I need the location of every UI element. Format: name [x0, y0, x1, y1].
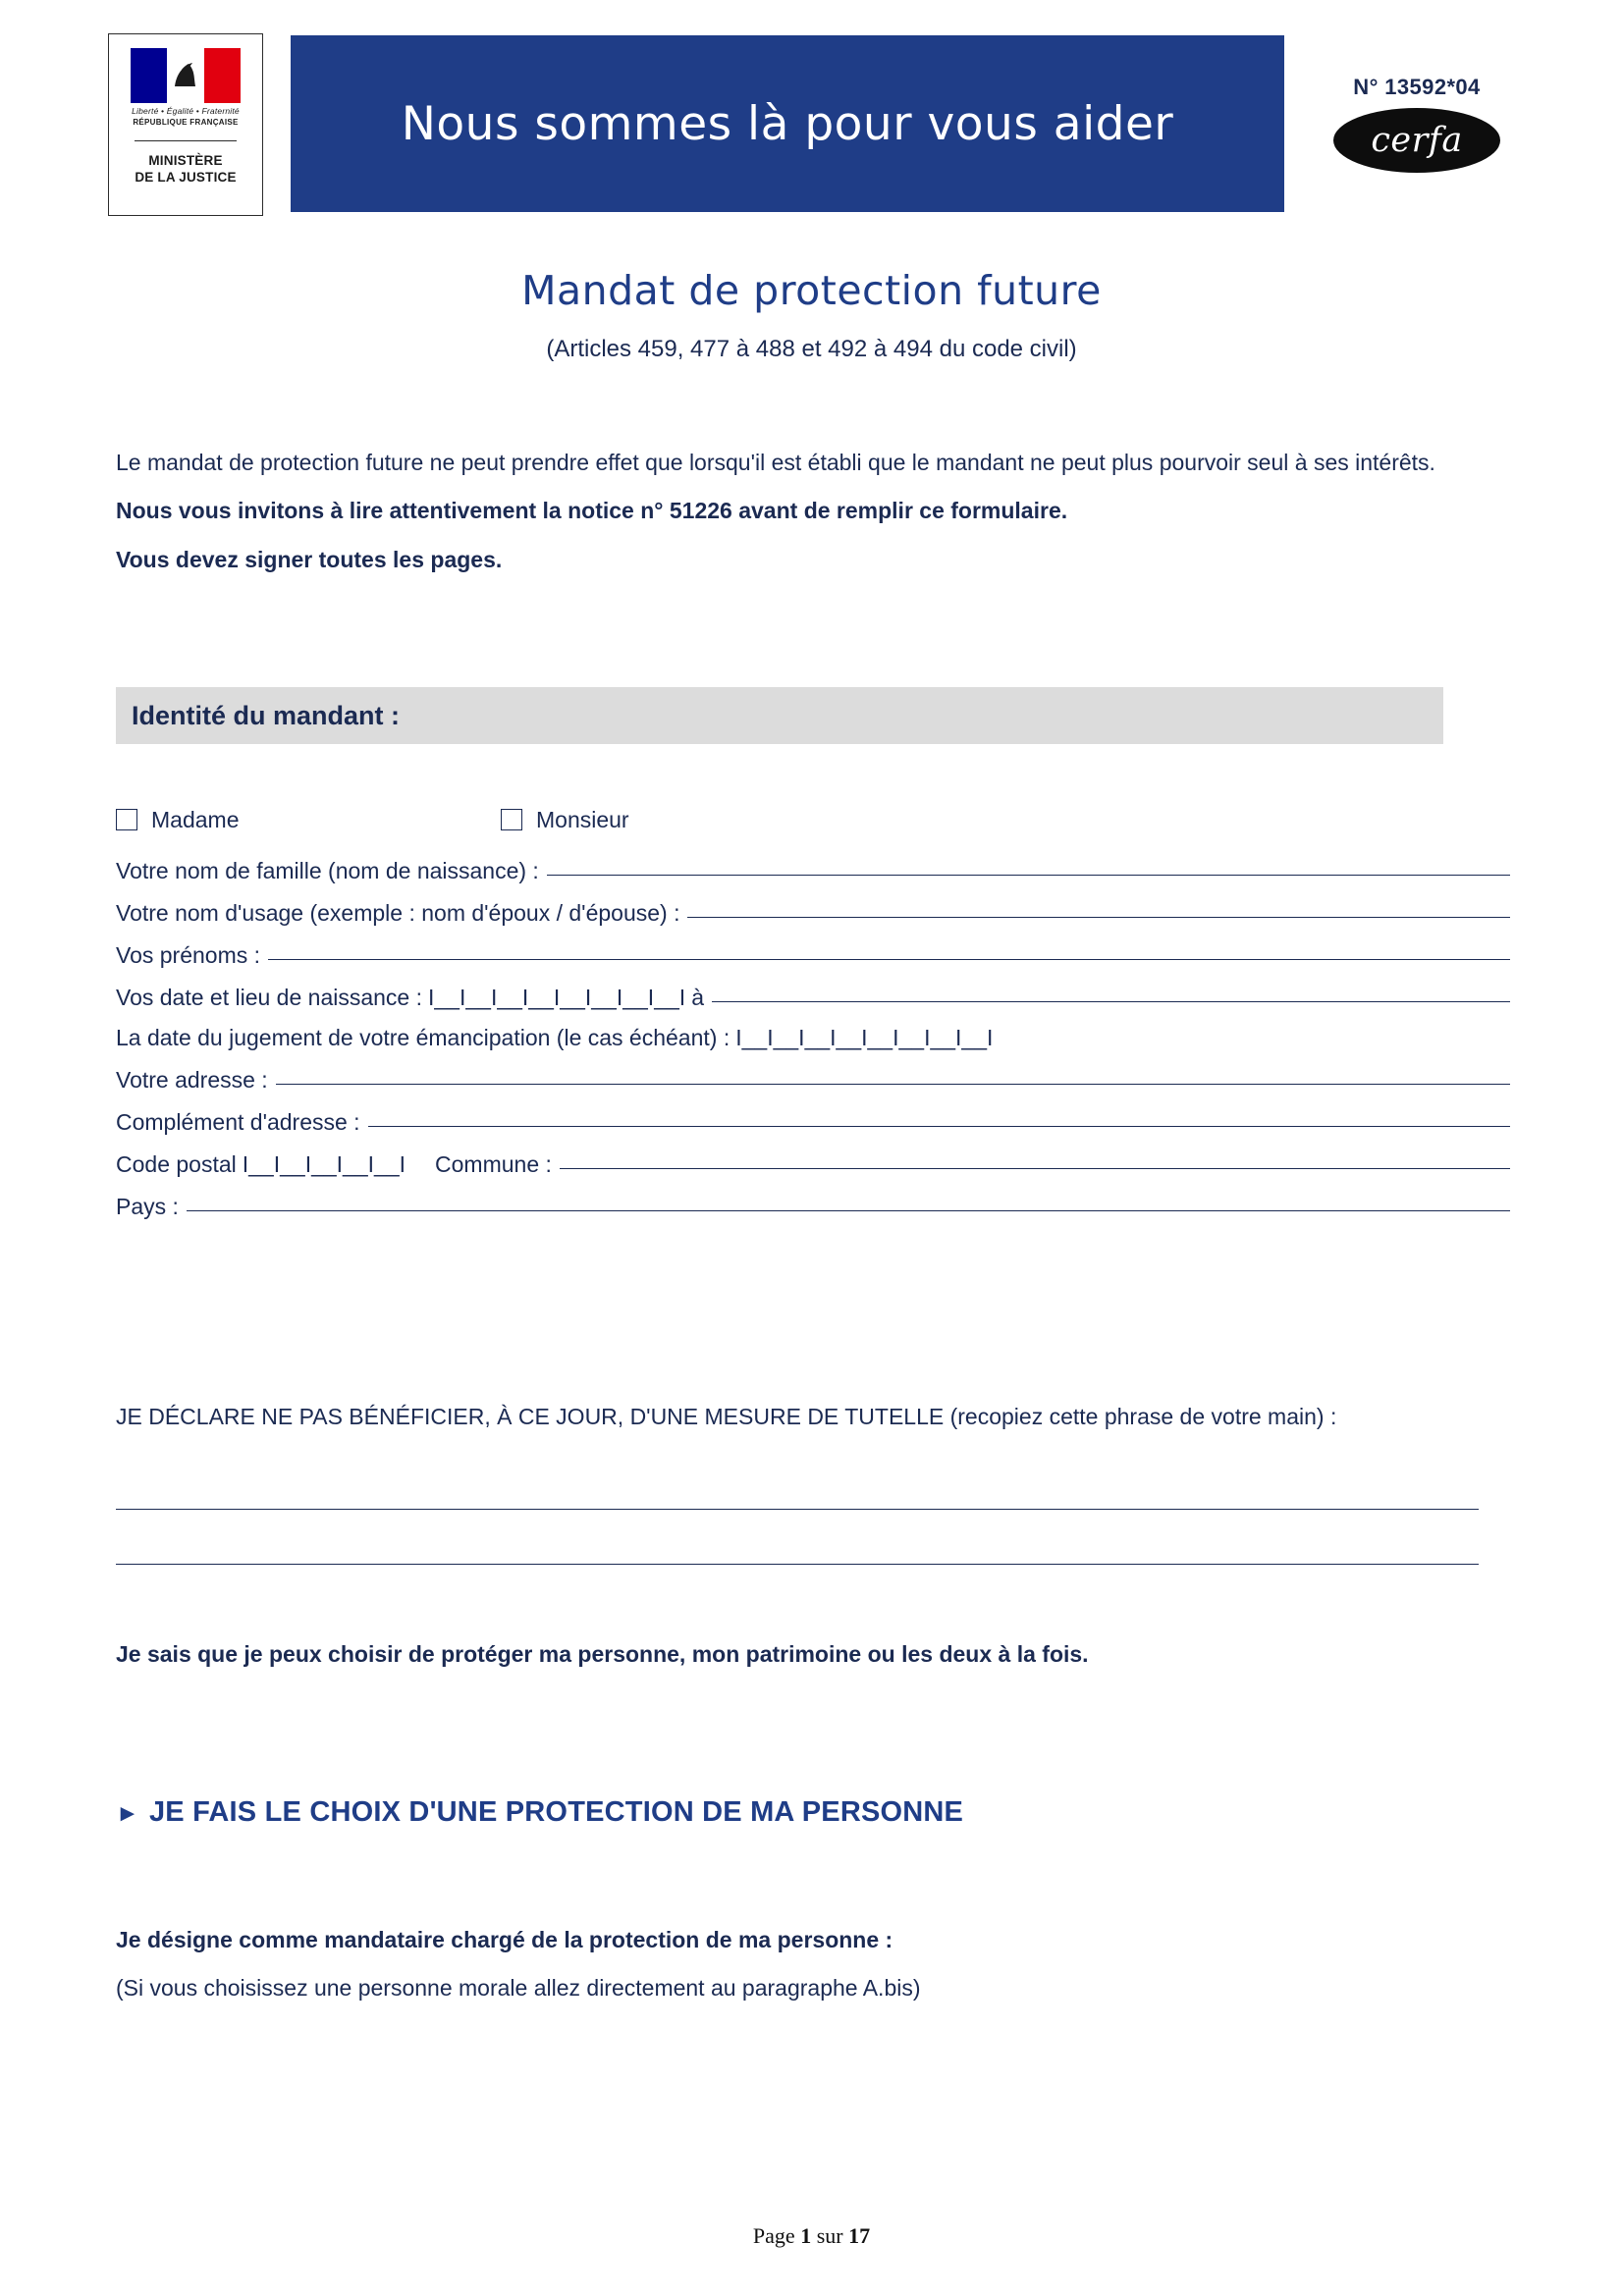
- help-banner: [291, 35, 1284, 212]
- field-nom-famille: [116, 856, 1510, 884]
- devise-text: Liberté • Égalité • Fraternité: [132, 106, 240, 116]
- declaration-text: JE DÉCLARE NE PAS BÉNÉFICIER, À CE JOUR, D'UNE MESURE DE TUTELLE (recopiez cette phrase de votre main) :: [116, 1404, 1337, 1429]
- checkbox-monsieur-box[interactable]: [501, 809, 522, 830]
- field-prenoms-input[interactable]: [268, 937, 1510, 960]
- checkbox-monsieur[interactable]: [501, 807, 629, 833]
- field-nom-usage-input[interactable]: [687, 895, 1510, 918]
- field-complement-adresse-label: Complément d'adresse :: [116, 1109, 360, 1135]
- cerfa-logo: [1333, 108, 1500, 173]
- republique-text: RÉPUBLIQUE FRANÇAISE: [133, 117, 239, 127]
- checkbox-madame[interactable]: [116, 807, 501, 833]
- section-choice-heading-text: JE FAIS LE CHOIX D'UNE PROTECTION DE MA PERSONNE: [148, 1796, 964, 1828]
- field-nom-usage-label: Votre nom d'usage (exemple : nom d'époux / d'épouse) :: [116, 900, 680, 926]
- help-banner-text: Nous sommes là pour vous aider: [401, 96, 1174, 151]
- french-flag-icon: [131, 48, 241, 103]
- field-adresse: [116, 1065, 1510, 1094]
- page-subtitle: (Articles 459, 477 à 488 et 492 à 494 du code civil): [546, 336, 1077, 362]
- field-code-postal-boxes[interactable]: I__I__I__I__I__I: [242, 1151, 406, 1177]
- field-emancipation-label: La date du jugement de votre émancipation (le cas échéant) :: [116, 1025, 730, 1050]
- field-complement-adresse-input[interactable]: [368, 1104, 1510, 1127]
- ministry-logo-block: [108, 33, 263, 216]
- field-adresse-label: Votre adresse :: [116, 1067, 268, 1093]
- section-identity-header: [116, 687, 1443, 744]
- field-pays: [116, 1192, 1510, 1220]
- ministry-line-1: MINISTÈRE: [148, 152, 223, 168]
- field-nom-famille-label: Votre nom de famille (nom de naissance) :: [116, 858, 539, 883]
- cerfa-block: [1319, 75, 1515, 173]
- identity-form: [116, 805, 1510, 1234]
- intro-block: [116, 447, 1510, 592]
- field-emancipation: [116, 1025, 1510, 1051]
- declaration-spacer-1: [116, 1433, 1510, 1508]
- section-identity-title: Identité du mandant :: [132, 700, 400, 730]
- declaration-handwrite-line-2[interactable]: [116, 1563, 1479, 1565]
- checkbox-madame-label: Madame: [151, 806, 240, 832]
- declaration-block: [116, 1401, 1510, 1565]
- ministry-line-2: DE LA JUSTICE: [135, 169, 237, 185]
- field-nom-usage: [116, 898, 1510, 927]
- page-title: Mandat de protection future: [521, 267, 1102, 314]
- field-prenoms: [116, 940, 1510, 969]
- cerfa-logo-text: cerfa: [1371, 121, 1463, 160]
- marianne-icon: [169, 61, 202, 90]
- field-naissance-label: Vos date et lieu de naissance :: [116, 985, 422, 1010]
- field-nom-famille-input[interactable]: [547, 853, 1510, 876]
- document-header: [108, 29, 1515, 216]
- declaration-spacer-2: [116, 1510, 1510, 1563]
- intro-paragraph-1: Le mandat de protection future ne peut prendre effet que lorsqu'il est établi que le mandant ne peut plus pourvoir seul à ses intérêts.: [116, 450, 1435, 475]
- field-commune-label: Commune :: [435, 1151, 552, 1177]
- cerfa-number: N° 13592*04: [1353, 75, 1481, 99]
- field-commune-input[interactable]: [560, 1147, 1510, 1169]
- protection-statement: Je sais que je peux choisir de protéger ma personne, mon patrimoine ou les deux à la fois.: [116, 1641, 1089, 1667]
- designate-bold-text: Je désigne comme mandataire chargé de la protection de ma personne :: [116, 1927, 893, 1952]
- field-pays-input[interactable]: [187, 1189, 1510, 1211]
- field-pays-label: Pays :: [116, 1194, 179, 1219]
- intro-paragraph-2: Nous vous invitons à lire attentivement la notice n° 51226 avant de remplir ce formulaire.: [116, 497, 1068, 523]
- footer-current-page: 1: [800, 2223, 812, 2248]
- field-naissance: [116, 983, 1510, 1011]
- page-footer: [0, 2223, 1623, 2249]
- intro-paragraph-3: Vous devez signer toutes les pages.: [116, 547, 503, 573]
- field-naissance-a-label: à: [691, 985, 704, 1010]
- footer-prefix: Page: [752, 2223, 801, 2248]
- field-naissance-lieu-input[interactable]: [712, 980, 1510, 1002]
- field-adresse-input[interactable]: [276, 1062, 1510, 1085]
- field-complement-adresse: [116, 1107, 1510, 1136]
- section-choice-heading: [116, 1796, 1510, 1829]
- checkbox-monsieur-label: Monsieur: [536, 806, 629, 832]
- field-prenoms-label: Vos prénoms :: [116, 942, 261, 968]
- logo-divider: [135, 140, 237, 141]
- ministry-name: [135, 153, 236, 187]
- designate-block: [116, 1927, 1510, 2002]
- designate-note-text: (Si vous choisissez une personne morale allez directement au paragraphe A.bis): [116, 1975, 921, 2001]
- field-code-postal-label: Code postal: [116, 1151, 237, 1177]
- civility-row: [116, 805, 1510, 834]
- arrow-right-icon: ►: [116, 1800, 139, 1827]
- footer-total-pages: 17: [848, 2223, 871, 2248]
- field-emancipation-boxes[interactable]: I__I__I__I__I__I__I__I__I: [735, 1025, 994, 1050]
- field-naissance-date-boxes[interactable]: I__I__I__I__I__I__I__I__I: [428, 985, 686, 1010]
- field-code-postal-commune: [116, 1149, 1510, 1178]
- footer-middle: sur: [811, 2223, 849, 2248]
- checkbox-madame-box[interactable]: [116, 809, 137, 830]
